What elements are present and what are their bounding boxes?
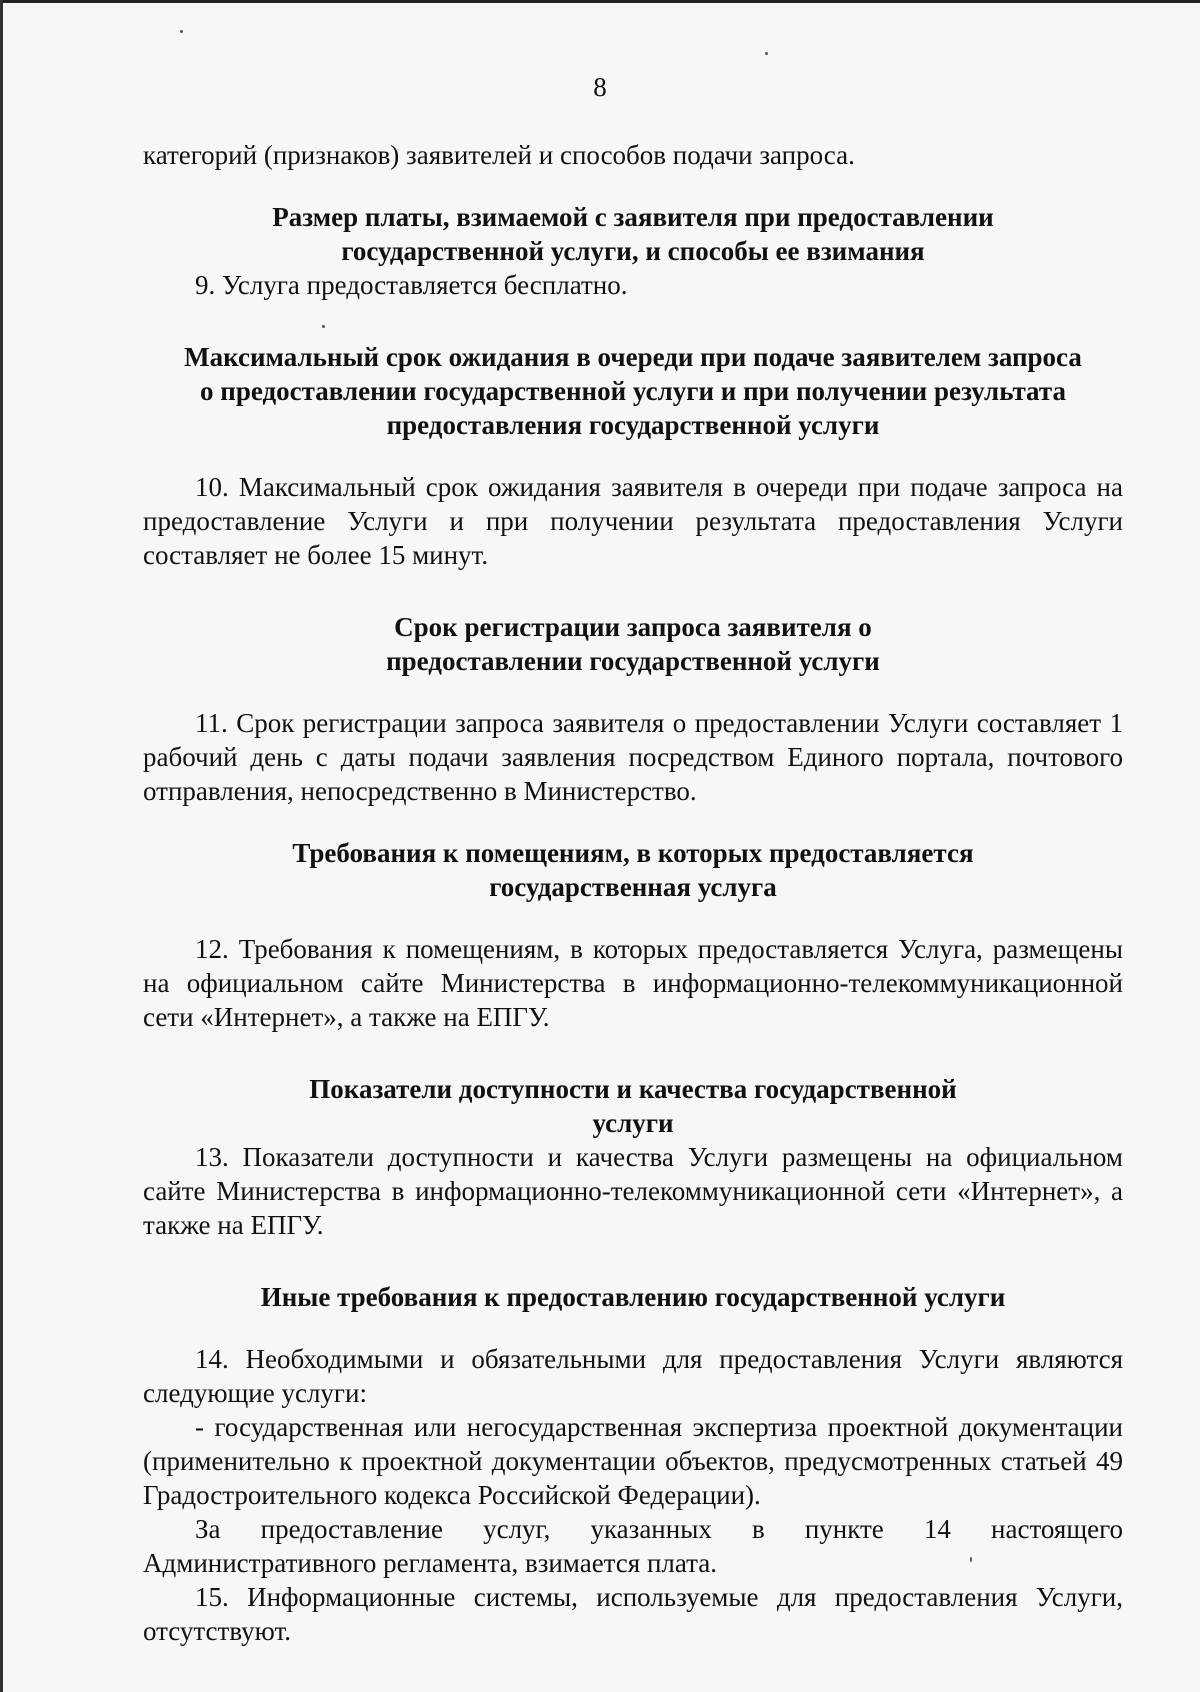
scan-left-edge bbox=[0, 0, 3, 1692]
paragraph-12: 12. Требования к помещениям, в которых предоставляется Услуга, размещены на официальном сайте Министерства в информационно-телекоммуникационной сети «Интернет», а также на ЕПГУ. bbox=[143, 934, 1123, 1032]
paragraph-15: 15. Информационные системы, используемые для предоставления Услуги, отсутствуют. bbox=[143, 1582, 1123, 1646]
scan-top-edge bbox=[0, 0, 1200, 3]
heading-other-requirements: Иные требования к предоставлению государственной услуги bbox=[260, 1282, 1006, 1312]
scan-speck bbox=[180, 30, 183, 33]
paragraph-9: 9. Услуга предоставляется бесплатно. bbox=[195, 270, 628, 300]
heading-registration: Срок регистрации запроса заявителя о предоставлении государственной услуги bbox=[386, 612, 880, 676]
paragraph-10: 10. Максимальный срок ожидания заявителя в очереди при подаче запроса на предоставление Услуги и при получении результата предоставления Услуги составляет не более 15 минут. bbox=[143, 472, 1123, 570]
paragraph-14-list-item: - государственная или негосударственная экспертиза проектной документации (применительно к проектной документации объектов, предусмотренных статьей 49 Градостроительного кодекса Российской Федерации). bbox=[143, 1412, 1123, 1510]
heading-quality: Показатели доступности и качества государственной услуги bbox=[309, 1074, 957, 1138]
heading-fee: Размер платы, взимаемой с заявителя при предоставлении государственной услуги, и способы ее взимания bbox=[272, 202, 994, 266]
heading-premises: Требования к помещениям, в которых предоставляется государственная услуга bbox=[292, 838, 974, 902]
paragraph-14: 14. Необходимыми и обязательными для предоставления Услуги являются следующие услуги: bbox=[143, 1344, 1123, 1408]
scan-speck bbox=[765, 52, 768, 55]
page-number: 8 bbox=[593, 72, 607, 102]
paragraph-11: 11. Срок регистрации запроса заявителя о предоставлении Услуги составляет 1 рабочий день с даты подачи заявления посредством Единого портала, почтового отправления, непосредственно в Министерство. bbox=[143, 708, 1123, 806]
paragraph-intro: категорий (признаков) заявителей и способов подачи запроса. bbox=[143, 140, 855, 170]
paragraph-14-fee: За предоставление услуг, указанных в пункте 14 настоящего Административного регламента, взимается плата. bbox=[143, 1514, 1123, 1578]
document-body bbox=[143, 138, 1123, 1648]
paragraph-13: 13. Показатели доступности и качества Услуги размещены на официальном сайте Министерства в информационно-телекоммуникационной сети «Интернет», а также на ЕПГУ. bbox=[143, 1142, 1123, 1240]
heading-waiting-time: Максимальный срок ожидания в очереди при подаче заявителем запроса о предоставлении государственной услуги и при получении результата предоставления государственной услуги bbox=[184, 342, 1082, 440]
